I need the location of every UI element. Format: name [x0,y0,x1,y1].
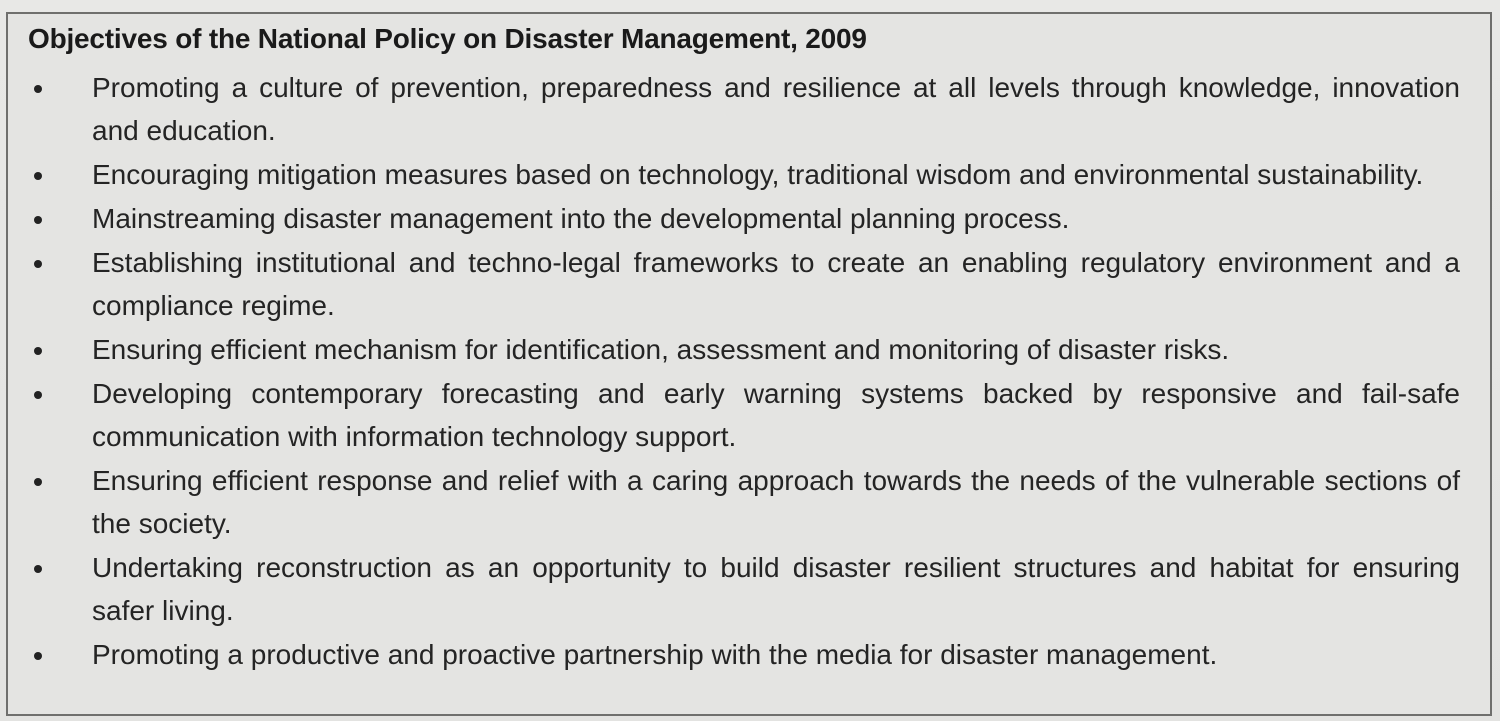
objective-item-1 [28,66,1460,152]
bullet-icon [32,372,52,415]
objectives-box [6,12,1492,716]
objective-text: Establishing institutional and techno-legal frameworks to create an enabling regulatory environment and a compliance regime. [92,247,1460,321]
objective-text: Mainstreaming disaster management into the developmental planning process. [92,203,1070,234]
bullet-icon [32,197,52,240]
objective-item-7 [28,459,1460,545]
objectives-list [28,66,1460,676]
bullet-icon [32,153,52,196]
objective-item-6 [28,372,1460,458]
objective-text: Encouraging mitigation measures based on technology, traditional wisdom and environmental sustainability. [92,159,1424,190]
bullet-icon [32,66,52,109]
page-title: Objectives of the National Policy on Disaster Management, 2009 [28,23,867,54]
objective-text: Promoting a productive and proactive partnership with the media for disaster management. [92,639,1218,670]
bullet-icon [32,241,52,284]
objective-item-2 [28,153,1460,196]
objective-item-5 [28,328,1460,371]
bullet-icon [32,459,52,502]
bullet-icon [32,633,52,676]
bullet-icon [32,328,52,371]
objective-item-8 [28,546,1460,632]
objective-text: Developing contemporary forecasting and early warning systems backed by responsive and fail-safe communication with information technology support. [92,378,1460,452]
objective-item-9 [28,633,1460,676]
bullet-icon [32,546,52,589]
objective-item-3 [28,197,1460,240]
objective-text: Undertaking reconstruction as an opportunity to build disaster resilient structures and habitat for ensuring safer living. [92,552,1460,626]
objective-text: Ensuring efficient mechanism for identification, assessment and monitoring of disaster risks. [92,334,1230,365]
objective-text: Promoting a culture of prevention, preparedness and resilience at all levels through knowledge, innovation and education. [92,72,1460,146]
objective-item-4 [28,241,1460,327]
objective-text: Ensuring efficient response and relief with a caring approach towards the needs of the vulnerable sections of the society. [92,465,1460,539]
